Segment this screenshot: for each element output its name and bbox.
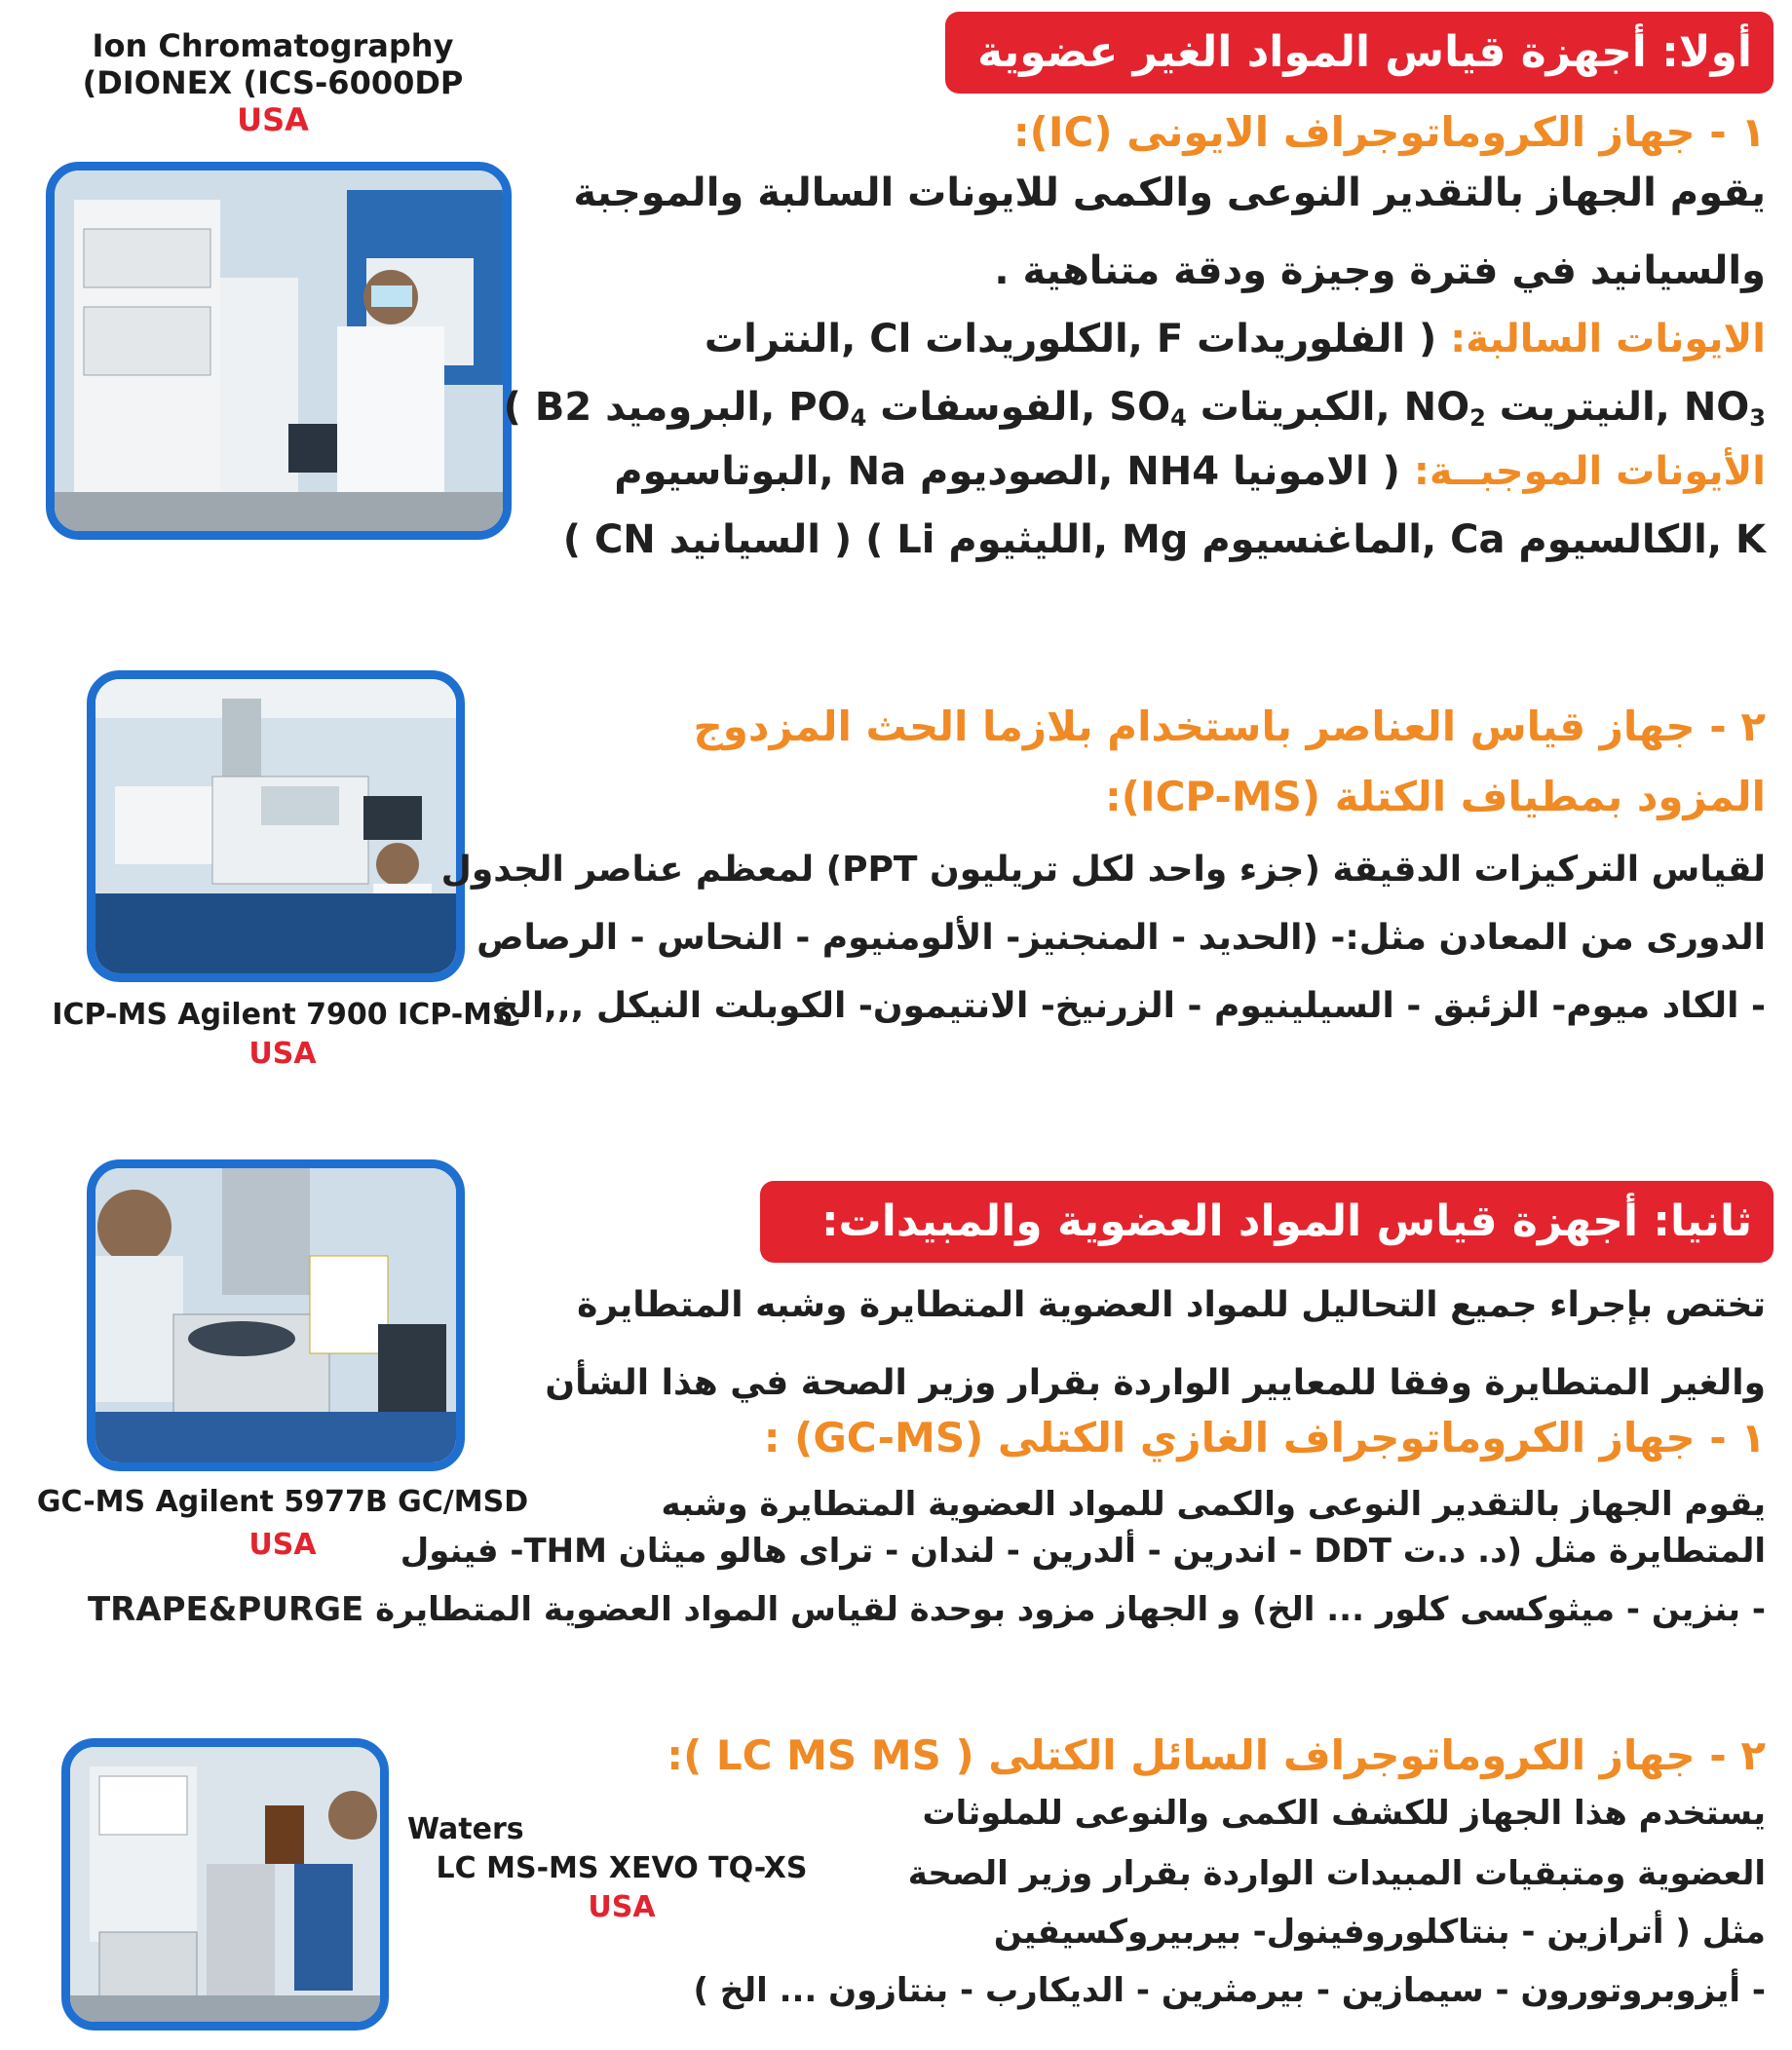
ic-anions-list1: ( الفلوريدات F ,الكلوريدات Cl ,النترات — [704, 317, 1451, 361]
icpms-instrument-photo — [87, 670, 465, 982]
gcms-desc-line3: - بنزين - ميثوكسى كلور ... الخ) و الجهاز مزود بوحدة لقياس المواد العضوية المتطايرة TRAPE&PURGE — [87, 1590, 1766, 1629]
ic-desc-line1: يقوم الجهاز بالتقدير النوعى والكمى للايونات السالبة والموجبة — [573, 171, 1766, 215]
section2-heading-banner: ثانيا: أجهزة قياس المواد العضوية والمبيدات: — [760, 1181, 1773, 1263]
ic-anions-line2 — [504, 382, 1766, 437]
anion-no3-sub: 3 — [1749, 404, 1766, 432]
ic-anions-label: الايونات السالبة: — [1450, 317, 1766, 361]
ic-caption-line2: (DIONEX (ICS-6000DP — [82, 64, 464, 101]
anion-po4: ,الفوسفات PO — [788, 385, 1110, 430]
section1-heading-banner: أولا: أجهزة قياس المواد الغير عضوية — [945, 12, 1773, 94]
ic-cations-label: الأيونات الموجبــة: — [1413, 449, 1766, 494]
gcms-desc-line1: يقوم الجهاز بالتقدير النوعى والكمى للمواد العضوية المتطايرة وشبه — [661, 1485, 1766, 1524]
gcms-caption-origin: USA — [248, 1528, 317, 1562]
gcms-caption-line1: GC-MS Agilent 5977B GC/MSD — [36, 1485, 529, 1519]
ic-instrument-photo — [46, 162, 512, 540]
lcmsms-caption-line2: LC MS-MS XEVO TQ-XS — [436, 1851, 808, 1885]
lcmsms-desc-line4: - أيزوبروتورون - سيمازين - بيرمثرين - الديكارب - بنتازون ... الخ ) — [693, 1971, 1766, 2010]
icpms-desc-line1: لقياس التركيزات الدقيقة (جزء واحد لكل تريليون PPT) لمعظم عناصر الجدول — [440, 850, 1766, 890]
ic-title: ١ - جهاز الكروماتوجراف الايونى (IC): — [1012, 108, 1766, 156]
gcms-title: ١ - جهاز الكروماتوجراف الغازي الكتلى (GC-MS) : — [763, 1414, 1766, 1462]
anion-po4-sub: 4 — [850, 404, 867, 432]
icpms-caption-origin: USA — [248, 1037, 317, 1071]
anion-no3: NO — [1683, 385, 1750, 430]
lcmsms-desc-line1: يستخدم هذا الجهاز للكشف الكمى والنوعى للملوثات — [922, 1794, 1766, 1833]
lcmsms-caption-origin: USA — [588, 1890, 656, 1924]
anion-so4-sub: 4 — [1170, 404, 1187, 432]
section2-intro-line2: والغير المتطايرة وفقا للمعايير الواردة بقرار وزير الصحة في هذا الشأن — [545, 1363, 1766, 1403]
lcmsms-desc-line3: مثل ( أترازين - بنتاكلوروفينول- بيربيروكسيفين — [993, 1913, 1766, 1952]
lcmsms-title: ٢ - جهاز الكروماتوجراف السائل الكتلى ( LC MS MS ): — [667, 1731, 1766, 1779]
lcmsms-instrument-photo — [61, 1738, 389, 2031]
ic-cations-list1: ( الامونيا NH4 ,الصوديوم Na ,البوتاسيوم — [614, 449, 1414, 494]
lcmsms-desc-line2: العضوية ومتبقيات المبيدات الواردة بقرار وزير الصحة — [907, 1854, 1766, 1893]
icpms-caption — [19, 996, 546, 1074]
icpms-title-line2: المزود بمطياف الكتلة (ICP-MS): — [1104, 773, 1766, 820]
gcms-instrument-photo — [87, 1159, 465, 1471]
icpms-title-line1: ٢ - جهاز قياس العناصر باستخدام بلازما الحث المزدوج — [693, 702, 1766, 750]
ic-desc-line2: والسيانيد في فترة وجيزة ودقة متناهية . — [994, 248, 1766, 293]
lcmsms-caption — [407, 1810, 836, 1927]
ic-caption-line1: Ion Chromatography — [92, 27, 454, 64]
section2-intro-line1: تختص بإجراء جميع التحاليل للمواد العضوية المتطايرة وشبه المتطايرة — [577, 1285, 1766, 1325]
ic-caption-origin: USA — [237, 101, 309, 138]
anion-no2-sub: 2 — [1469, 404, 1486, 432]
icpms-desc-line2: الدورى من المعادن مثل:- (الحديد - المنجنيز- الألومنيوم - النحاس - الرصاص — [477, 918, 1766, 958]
anion-br: ,البروميد B2 ) — [503, 385, 789, 430]
anion-no2: ,النيتريت NO — [1403, 385, 1684, 430]
ic-cations-line1 — [614, 444, 1766, 499]
icpms-caption-line1: ICP-MS Agilent 7900 ICP-MS — [52, 998, 514, 1032]
ic-caption — [58, 27, 487, 138]
ic-anions-line1 — [705, 314, 1766, 364]
ic-cations-line2: K ,الكالسيوم Ca ,الماغنسيوم Mg ,الليثيوم Li ) ( السيانيد CN ) — [562, 517, 1766, 562]
icpms-desc-line3: - الكاد ميوم- الزئبق - السيلينيوم - الزرنيخ- الانتيمون- الكوبلت النيكل ,,,الخ — [493, 986, 1766, 1026]
anion-so4: ,الكبريتات SO — [1109, 385, 1404, 430]
lcmsms-caption-line1: Waters — [407, 1812, 524, 1846]
gcms-desc-line2: المتطايرة مثل (د. د.ت DDT - اندرين - ألدرين - لندان - تراى هالو ميثان THM- فينول — [400, 1532, 1766, 1571]
